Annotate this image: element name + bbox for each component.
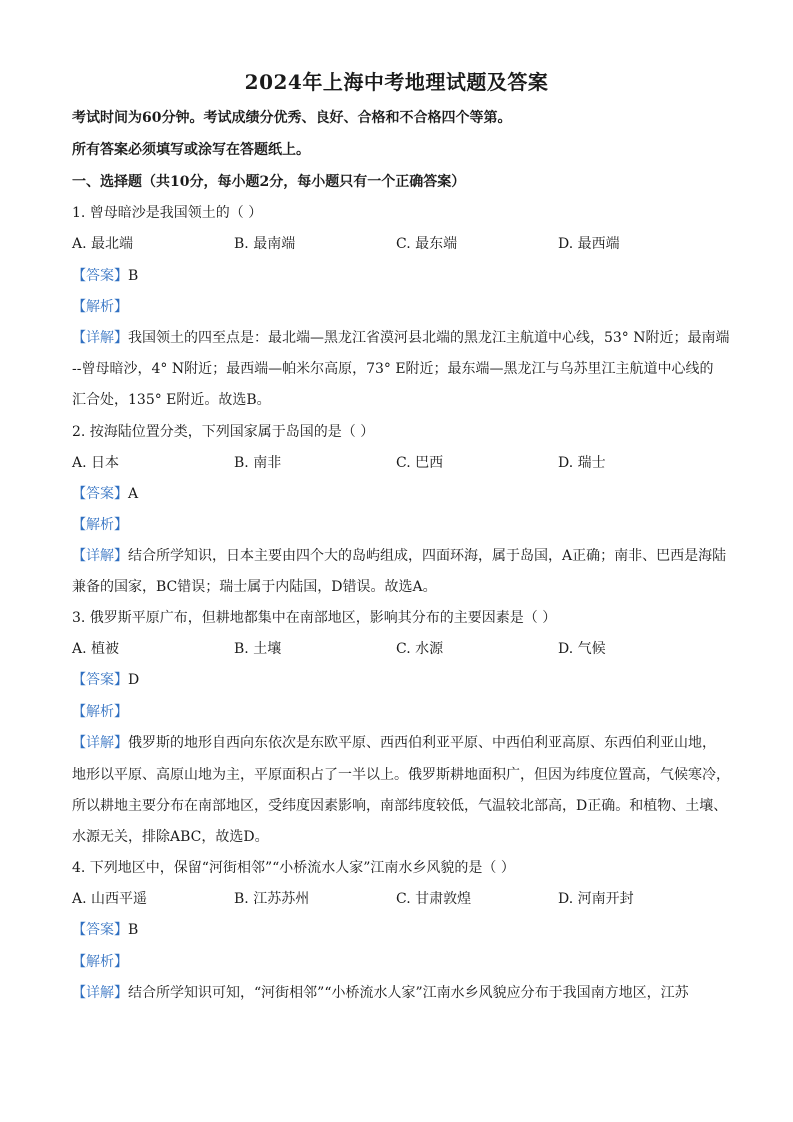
question-3-stem: 3. 俄罗斯平原广布，但耕地都集中在南部地区，影响其分布的主要因素是（ ）	[72, 610, 557, 626]
question-1-answer	[72, 266, 138, 286]
detail-text: 我国领土的四至点是：最北端—黑龙江省漠河县北端的黑龙江主航道中心线，53° N附近；最南端	[128, 330, 730, 346]
answer-value: D	[128, 672, 140, 688]
option-a: A. 山西平遥	[72, 891, 148, 907]
question-1-analysis-label: 【解析】	[72, 299, 128, 315]
option-d: D. 最西端	[558, 236, 620, 252]
section-heading: 一、选择题（共10分，每小题2分，每小题只有一个正确答案）	[72, 174, 466, 190]
question-2-analysis-label: 【解析】	[72, 517, 128, 533]
question-3-analysis-label: 【解析】	[72, 704, 128, 720]
detail-label: 【详解】	[72, 548, 128, 564]
detail-label: 【详解】	[72, 735, 128, 751]
question-3-answer	[72, 670, 139, 690]
question-3-options	[72, 639, 722, 659]
question-4-answer	[72, 920, 138, 940]
question-1-detail-line-3: 汇合处，135° E附近。故选B。	[72, 392, 271, 408]
question-2-detail-line-1	[72, 546, 726, 566]
detail-text: 结合所学知识，日本主要由四个大的岛屿组成，四面环海，属于岛国，A正确；南非、巴西是海陆	[128, 548, 727, 564]
answer-label: 【答案】	[72, 486, 128, 502]
question-1-stem: 1. 曾母暗沙是我国领土的（ ）	[72, 205, 263, 221]
answer-label: 【答案】	[72, 922, 128, 938]
question-4-options	[72, 889, 722, 909]
question-3-detail-line-2: 地形以平原、高原山地为主，平原面积占了一半以上。俄罗斯耕地面积广，但因为纬度位置高，气候寒冷，	[72, 767, 730, 783]
option-d: D. 河南开封	[558, 891, 634, 907]
answer-label: 【答案】	[72, 672, 128, 688]
question-2-answer	[72, 484, 138, 504]
question-4-detail-line-1	[72, 983, 689, 1003]
option-b: B. 最南端	[234, 236, 296, 252]
question-4-analysis-label: 【解析】	[72, 954, 128, 970]
option-d: D. 气候	[558, 641, 606, 657]
question-3-detail-line-3: 所以耕地主要分布在南部地区，受纬度因素影响，南部纬度较低，气温较北部高，D正确。和植物、土壤、	[72, 798, 728, 814]
option-c: C. 水源	[396, 641, 444, 657]
option-a: A. 最北端	[72, 236, 134, 252]
detail-text: 结合所学知识可知，“河街相邻”“小桥流水人家”江南水乡风貌应分布于我国南方地区，江苏	[128, 985, 689, 1001]
option-b: B. 土壤	[234, 641, 282, 657]
answer-value: B	[128, 268, 139, 284]
question-4-stem: 4. 下列地区中，保留“河街相邻”“小桥流水人家”江南水乡风貌的是（ ）	[72, 860, 515, 876]
question-1-detail-line-1	[72, 328, 730, 348]
option-a: A. 植被	[72, 641, 120, 657]
question-3-detail-line-4: 水源无关，排除ABC，故选D。	[72, 829, 269, 845]
question-3-detail-line-1	[72, 733, 716, 753]
option-c: C. 甘肃敦煌	[396, 891, 472, 907]
detail-text: 俄罗斯的地形自西向东依次是东欧平原、西西伯利亚平原、中西伯利亚高原、东西伯利亚山地，	[128, 735, 716, 751]
option-c: C. 巴西	[396, 455, 444, 471]
detail-label: 【详解】	[72, 985, 128, 1001]
option-c: C. 最东端	[396, 236, 458, 252]
question-1-options	[72, 234, 722, 254]
question-1-detail-line-2: --曾母暗沙，4° N附近；最西端—帕米尔高原，73° E附近；最东端—黑龙江与乌苏里江主航道中心线的	[72, 361, 714, 377]
question-2-options	[72, 453, 722, 473]
question-2-stem: 2. 按海陆位置分类，下列国家属于岛国的是（ ）	[72, 424, 375, 440]
answer-value: B	[128, 922, 139, 938]
option-d: D. 瑞士	[558, 455, 606, 471]
page-title: 2024年上海中考地理试题及答案	[244, 70, 549, 94]
question-2-detail-line-2: 兼备的国家，BC错误；瑞士属于内陆国，D错误。故选A。	[72, 579, 437, 595]
option-b: B. 南非	[234, 455, 282, 471]
option-b: B. 江苏苏州	[234, 891, 310, 907]
answer-label: 【答案】	[72, 268, 128, 284]
exam-time-note: 考试时间为60分钟。考试成绩分优秀、良好、合格和不合格四个等第。	[72, 110, 512, 126]
detail-label: 【详解】	[72, 330, 128, 346]
option-a: A. 日本	[72, 455, 120, 471]
answer-sheet-note: 所有答案必须填写或涂写在答题纸上。	[72, 142, 310, 158]
answer-value: A	[128, 486, 139, 502]
